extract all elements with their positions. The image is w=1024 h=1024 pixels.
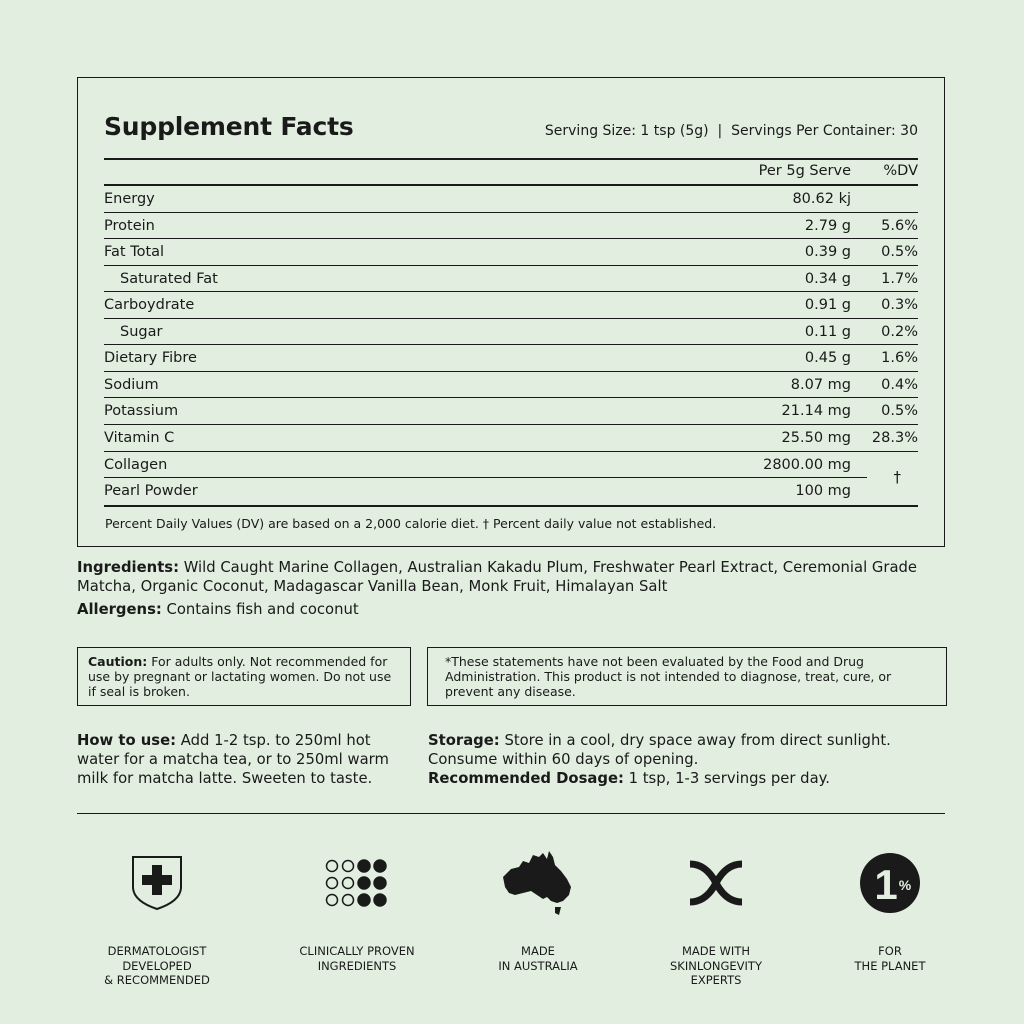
badge-for-the-planet	[810, 850, 970, 973]
storage-block	[428, 731, 928, 788]
badge-label: CLINICALLY PROVEN INGREDIENTS	[299, 944, 415, 973]
nutrient-amount: 0.34 g	[804, 271, 851, 287]
table-row	[104, 214, 918, 240]
section-divider	[77, 813, 945, 814]
ingredients-block	[77, 558, 947, 596]
table-row	[104, 399, 918, 425]
disclaimer-text: *These statements have not been evaluated by the Food and Drug Administration. This product is not intended to diagnose, treat, cure, or prevent any disease.	[445, 654, 892, 699]
nutrient-amount: 80.62 kj	[792, 191, 851, 207]
serving-info: Serving Size: 1 tsp (5g) | Servings Per Container: 30	[544, 123, 918, 139]
badge-label: FOR THE PLANET	[854, 944, 926, 973]
nutrient-name: Sodium	[104, 377, 159, 393]
header-rule-bottom	[104, 184, 918, 186]
nutrient-name: Carboydrate	[104, 297, 195, 313]
shield-cross-icon	[77, 850, 237, 916]
nutrient-name: Dietary Fibre	[104, 350, 197, 366]
ingredients-text: Wild Caught Marine Collagen, Australian Kakadu Plum, Freshwater Pearl Extract, Ceremonial Grade Matcha, Organic Coconut, Madagascar Vanilla Bean, Monk Fruit, Himalayan Salt	[77, 559, 918, 595]
ingredients-label: Ingredients:	[77, 559, 179, 576]
allergens-block	[77, 600, 947, 619]
column-dv: %DV	[883, 163, 918, 179]
table-row	[104, 267, 918, 293]
nutrient-dv: 0.5%	[881, 244, 918, 260]
nutrient-amount: 8.07 mg	[790, 377, 851, 393]
badge-label: MADE WITH SKINLONGEVITY EXPERTS	[670, 944, 762, 987]
row-rule	[104, 318, 918, 319]
nutrient-amount: 21.14 mg	[781, 403, 851, 419]
table-row	[104, 187, 918, 213]
australia-map-icon	[458, 850, 618, 916]
nutrient-name: Sugar	[120, 324, 163, 340]
nutrient-name: Pearl Powder	[104, 483, 198, 499]
badge-made-in-australia	[458, 850, 618, 973]
storage-text: Store in a cool, dry space away from direct sunlight. Consume within 60 days of opening.	[428, 732, 891, 768]
row-rule	[104, 265, 918, 266]
caution-text: For adults only. Not recommended for use by pregnant or lactating women. Do not use if seal is broken.	[88, 654, 392, 699]
table-row	[104, 293, 918, 319]
nutrient-dv: 0.5%	[881, 403, 918, 419]
dosage-text: 1 tsp, 1-3 servings per day.	[623, 770, 830, 787]
dagger-mark: †	[893, 468, 901, 486]
facts-title: Supplement Facts	[104, 112, 354, 141]
row-rule	[104, 451, 918, 452]
nutrient-amount: 100 mg	[795, 483, 851, 499]
nutrient-dv: 5.6%	[881, 218, 918, 234]
nutrient-dv: 28.3%	[871, 430, 918, 446]
row-rule	[104, 344, 918, 345]
caution-label: Caution:	[88, 654, 148, 669]
nutrient-name: Potassium	[104, 403, 179, 419]
nutrient-dv: 0.4%	[881, 377, 918, 393]
table-row	[104, 373, 918, 399]
nutrient-amount: 0.91 g	[804, 297, 851, 313]
nutrient-name: Fat Total	[104, 244, 165, 260]
row-rule	[104, 238, 918, 239]
supplement-facts-panel	[77, 77, 945, 547]
table-row	[104, 453, 918, 479]
nutrient-amount: 25.50 mg	[781, 430, 851, 446]
dv-footnote: Percent Daily Values (DV) are based on a 2,000 calorie diet. † Percent daily value not established.	[105, 516, 717, 531]
column-header-row	[104, 159, 918, 185]
column-per-serve: Per 5g Serve	[758, 163, 851, 179]
how-to-use-label: How to use:	[77, 732, 177, 749]
dots-grid-icon	[277, 850, 437, 916]
row-rule	[104, 291, 918, 292]
row-rule	[104, 371, 918, 372]
badge-label: DERMATOLOGIST DEVELOPED & RECOMMENDED	[104, 944, 210, 987]
disclaimer-box	[427, 647, 947, 706]
table-row	[104, 346, 918, 372]
table-row	[104, 240, 918, 266]
one-percent-sign: %	[898, 877, 912, 893]
table-row	[104, 320, 918, 346]
nutrient-amount: 2800.00 mg	[763, 457, 851, 473]
row-rule	[104, 424, 918, 425]
nutrient-amount: 0.45 g	[804, 350, 851, 366]
badge-clinically-proven	[277, 850, 437, 973]
storage-label: Storage:	[428, 732, 500, 749]
footer-rule	[104, 505, 918, 507]
one-percent-icon	[810, 850, 970, 916]
crossing-lines-icon	[636, 850, 796, 916]
row-rule	[104, 477, 867, 478]
how-to-use-block	[77, 731, 407, 788]
nutrient-name: Saturated Fat	[120, 271, 218, 287]
nutrient-amount: 0.39 g	[804, 244, 851, 260]
one-percent-digit: 1	[874, 861, 898, 908]
nutrient-dv: 1.7%	[881, 271, 918, 287]
nutrient-name: Protein	[104, 218, 155, 234]
nutrient-amount: 2.79 g	[804, 218, 851, 234]
badge-label: MADE IN AUSTRALIA	[498, 944, 578, 973]
nutrient-dv: 0.2%	[881, 324, 918, 340]
dosage-label: Recommended Dosage:	[428, 770, 624, 787]
row-rule	[104, 212, 918, 213]
row-rule	[104, 397, 918, 398]
badge-dermatologist	[77, 850, 237, 988]
nutrient-dv: 1.6%	[881, 350, 918, 366]
table-row	[104, 479, 918, 505]
nutrient-name: Energy	[104, 191, 155, 207]
how-to-use-text: Add 1-2 tsp. to 250ml hot water for a matcha tea, or to 250ml warm milk for matcha latte. Sweeten to taste.	[77, 732, 389, 787]
badge-skinlongevity	[636, 850, 796, 988]
nutrient-name: Vitamin C	[104, 430, 175, 446]
nutrient-amount: 0.11 g	[804, 324, 851, 340]
table-row	[104, 426, 918, 452]
allergens-label: Allergens:	[77, 601, 162, 618]
nutrient-name: Collagen	[104, 457, 168, 473]
nutrient-dv: 0.3%	[881, 297, 918, 313]
allergens-text: Contains fish and coconut	[161, 601, 359, 618]
caution-box	[77, 647, 411, 706]
